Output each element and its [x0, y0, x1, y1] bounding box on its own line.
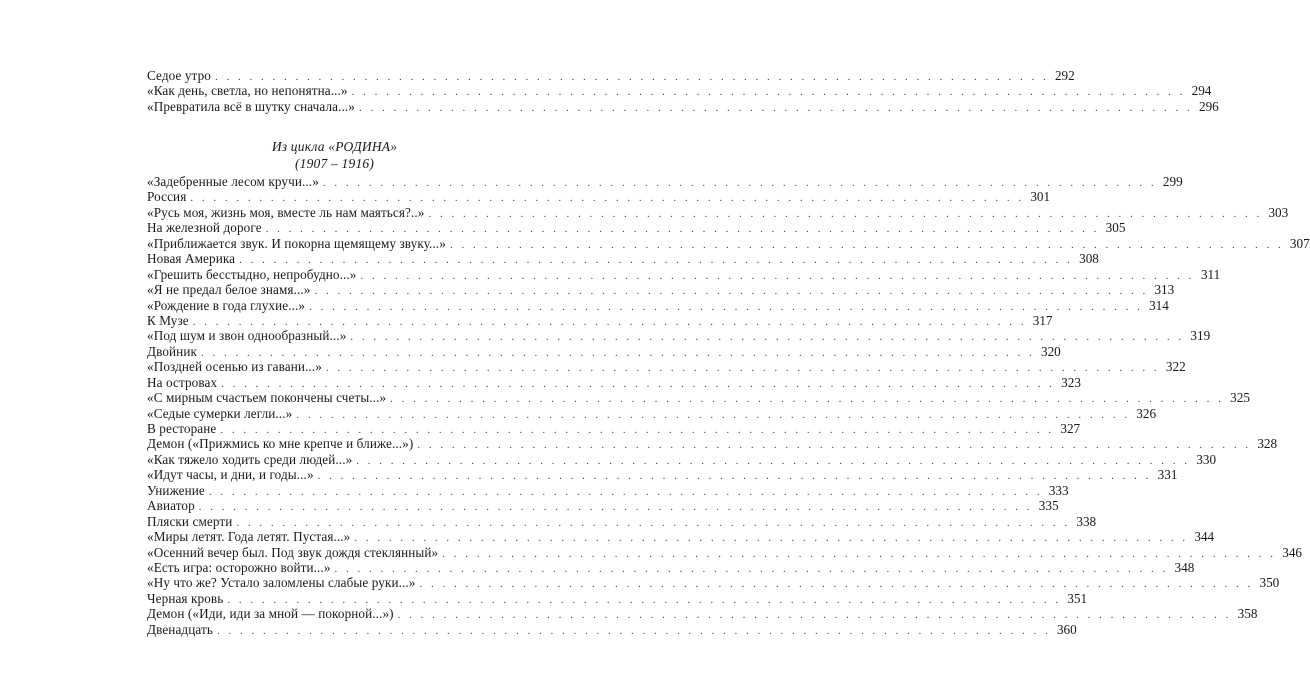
toc-entry — [147, 482, 1069, 498]
toc-entry — [147, 575, 1280, 591]
toc-entry — [147, 498, 1059, 514]
toc-entry-page: 335 — [1038, 498, 1059, 514]
toc-entry-title: «Превратила всё в шутку сначала...» — [147, 98, 356, 114]
toc-entry — [147, 405, 1157, 421]
toc-entry-title: «Русь моя, жизнь моя, вместе ль нам маяться?..» — [147, 204, 425, 220]
dot-leader — [442, 547, 1276, 562]
toc-entry-page: 338 — [1076, 513, 1097, 529]
toc-entry-page: 301 — [1030, 189, 1051, 205]
toc-entry — [147, 312, 1053, 328]
toc-entry-page: 311 — [1200, 266, 1221, 282]
dot-leader — [236, 516, 1070, 531]
dot-leader — [354, 531, 1188, 546]
toc-entry-page: 313 — [1154, 282, 1175, 298]
dot-leader — [417, 438, 1251, 453]
toc-entry-title: Демон («Прижмись ко мне крепче и ближе...») — [147, 436, 414, 452]
toc-entry-title: Россия — [147, 189, 187, 205]
toc-entry — [147, 282, 1175, 298]
toc-entry-title: «Седые сумерки легли...» — [147, 405, 293, 421]
toc-entry — [147, 220, 1126, 236]
dot-leader — [398, 608, 1232, 623]
toc-entry — [147, 529, 1215, 545]
toc-entry — [147, 374, 1081, 390]
toc-entry-title: Двенадцать — [147, 621, 213, 637]
section-heading — [147, 138, 522, 172]
toc-entry-page: 351 — [1067, 590, 1088, 606]
toc-entry-page: 325 — [1230, 390, 1250, 406]
toc-entry-title: Авиатор — [147, 498, 195, 514]
toc-entry — [147, 451, 1217, 467]
toc-entry-title: Новая Америка — [147, 251, 236, 267]
toc-entry-page: 322 — [1165, 359, 1186, 375]
toc-entry-page: 308 — [1079, 251, 1099, 267]
toc-entry — [147, 590, 1088, 606]
toc-entry-title: «Ну что же? Устало заломлены слабые руки...» — [147, 575, 416, 591]
toc-entry-page: 346 — [1282, 544, 1302, 560]
toc-entry-title: Унижение — [147, 482, 205, 498]
toc-entry-page: 358 — [1237, 606, 1258, 622]
toc-entry-page: 331 — [1157, 467, 1178, 483]
toc-entry — [147, 343, 1061, 359]
section-title: Из цикла «РОДИНА» — [271, 139, 398, 154]
toc-entry — [147, 606, 1258, 622]
toc-entry-title: Двойник — [147, 343, 198, 359]
toc-entry-title: В ресторане — [147, 421, 217, 436]
dot-leader — [390, 392, 1224, 407]
toc-entry-title: «Осенний вечер был. Под звук дождя стеклянный» — [147, 544, 439, 560]
toc-entry-page: 323 — [1061, 374, 1081, 390]
dot-leader — [420, 577, 1254, 592]
toc-entry — [147, 544, 1302, 560]
toc-entry-title: Демон («Иди, иди за мной — покорной...») — [147, 606, 394, 622]
toc-entry-title: «Как день, светла, но непонятна...» — [147, 83, 348, 99]
toc-entry-page: 333 — [1048, 482, 1069, 498]
toc-entry — [147, 297, 1169, 313]
dot-leader — [296, 408, 1130, 423]
dot-leader — [361, 269, 1195, 284]
toc-entry — [147, 559, 1195, 575]
toc-entry-title: «Есть игра: осторожно войти...» — [147, 559, 331, 575]
toc-entry-page: 317 — [1032, 312, 1053, 328]
toc-entry — [147, 266, 1221, 282]
toc-entry — [147, 189, 1051, 205]
toc-entry-title: Пляски смерти — [147, 513, 233, 529]
dot-leader — [201, 346, 1035, 361]
dot-leader — [314, 284, 1148, 299]
toc-entry-title: «Как тяжело ходить среди людей...» — [147, 451, 353, 467]
toc-entry-page: 292 — [1054, 68, 1075, 83]
toc-entry-title: «Идут часы, и дни, и годы...» — [147, 467, 314, 483]
toc-entry-page: 328 — [1257, 436, 1278, 452]
toc-entry — [147, 467, 1178, 483]
dot-leader — [428, 207, 1262, 222]
dot-leader — [209, 485, 1043, 500]
dot-leader — [450, 238, 1284, 253]
toc-entry-title: «Под шум и звон однообразный...» — [147, 328, 347, 344]
toc-entry-title: К Музе — [147, 312, 189, 328]
toc-entry-page: 348 — [1174, 559, 1195, 575]
toc-entry — [147, 421, 1081, 436]
toc-entry-page: 294 — [1191, 83, 1212, 99]
dot-leader — [199, 500, 1033, 515]
toc-entry — [147, 513, 1097, 529]
toc-entry-title: «Поздней осенью из гавани...» — [147, 359, 322, 375]
toc-entry-page: 326 — [1136, 405, 1157, 421]
toc-entry — [147, 235, 1310, 251]
toc-entry-page: 305 — [1105, 220, 1126, 236]
dot-leader — [239, 253, 1073, 268]
dot-leader — [318, 469, 1152, 484]
dot-leader — [217, 624, 1051, 639]
toc-entry — [147, 390, 1250, 406]
dot-leader — [356, 454, 1190, 469]
dot-leader — [359, 101, 1193, 116]
toc-entry-title: На железной дороге — [147, 220, 262, 236]
toc-entry — [147, 98, 1219, 114]
toc-entry-title: Седое утро — [147, 68, 211, 83]
toc-entry-page: 360 — [1056, 621, 1077, 637]
toc-entry-title: «Миры летят. Года летят. Пустая...» — [147, 529, 351, 545]
toc-entry — [147, 204, 1289, 220]
toc-entry — [147, 251, 1099, 267]
dot-leader — [335, 562, 1169, 577]
toc-entry — [147, 621, 1077, 637]
toc-entry-page: 296 — [1198, 98, 1219, 114]
toc-entry-page: 319 — [1190, 328, 1211, 344]
toc-entry-title: «Приближается звук. И покорна щемящему звуку...» — [147, 235, 446, 251]
toc-entry-title: «Задебренные лесом кручи...» — [147, 174, 319, 189]
toc-entry-page: 299 — [1162, 174, 1183, 189]
dot-leader — [326, 361, 1160, 376]
toc-entry-page: 314 — [1149, 297, 1169, 313]
toc-entry-page: 320 — [1040, 343, 1061, 359]
toc-entry-title: «Грешить бесстыдно, непробудно...» — [147, 266, 357, 282]
toc-entry — [147, 359, 1186, 375]
toc-entry-page: 350 — [1259, 575, 1280, 591]
toc-entry — [147, 83, 1212, 99]
toc-entry-title: На островах — [147, 374, 218, 390]
toc-top-list — [147, 68, 1219, 114]
toc-entry-title: «С мирным счастьем покончены счеты...» — [147, 390, 387, 406]
toc-entry-title: Черная кровь — [147, 590, 224, 606]
toc-entry-page: 303 — [1268, 204, 1289, 220]
toc-entry-page: 307 — [1289, 235, 1310, 251]
toc-entry — [147, 174, 1183, 189]
toc-entry — [147, 328, 1211, 344]
toc-entry — [147, 68, 1075, 83]
section-years: (1907 – 1916) — [294, 156, 375, 171]
toc-entry-page: 330 — [1196, 451, 1217, 467]
toc-entry-title: «Я не предал белое знамя...» — [147, 282, 311, 298]
toc-entry-page: 344 — [1194, 529, 1215, 545]
toc-entry-title: «Рождение в года глухие...» — [147, 297, 306, 313]
toc-main-list — [147, 174, 1310, 637]
dot-leader — [309, 300, 1143, 315]
toc-entry — [147, 436, 1278, 452]
dot-leader — [352, 85, 1186, 100]
toc-entry-page: 327 — [1060, 421, 1081, 436]
